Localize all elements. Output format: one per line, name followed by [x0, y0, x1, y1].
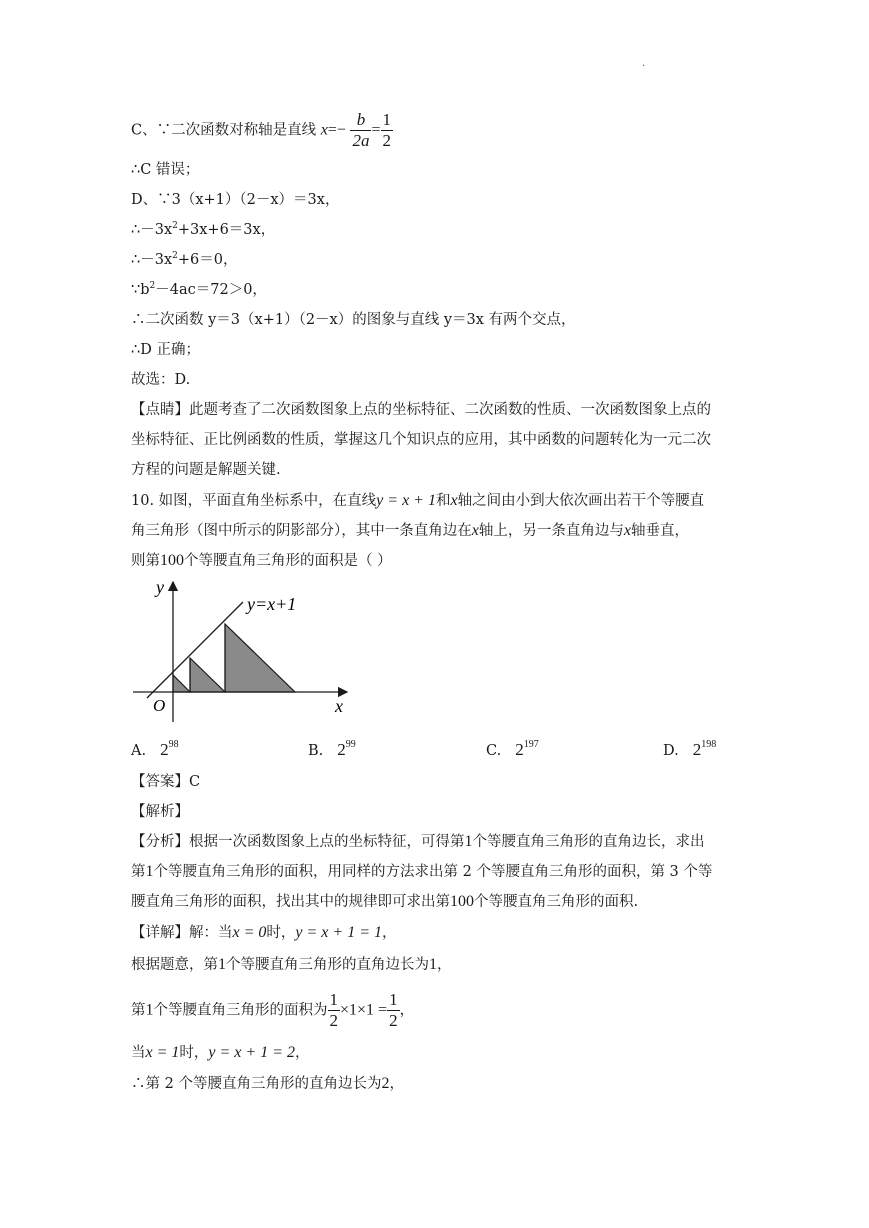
detail-line-3: 第1个等腰直角三角形的面积为 $\frac{1}{2}$ ×1×1 = $\frac{1}{2}$ ，: [131, 990, 415, 1030]
line-c-eq-mid: =−: [327, 121, 346, 139]
line-c-wrong: ∴C 错误；: [131, 162, 200, 178]
line-c-text: C、∵二次函数对称轴是直线: [131, 122, 317, 139]
comment-line-2: 坐标特征、正比例函数的性质，掌握这几个知识点的应用，其中函数的问题转化为一元二次: [131, 432, 711, 448]
triangle-2: [190, 658, 225, 692]
question-line-1: 10. 如图，平面直角坐标系中，在直线y = x + 1和x轴之间由小到大依次画出若干个等腰直: [131, 492, 705, 509]
y-axis-label: y: [156, 577, 164, 597]
detail-line-1: 【详解】解：当x = 0时，y = x + 1 = 1，: [131, 924, 397, 941]
line-d-correct: ∴D 正确；: [131, 342, 200, 358]
origin-label: O: [153, 696, 166, 715]
detail-line-5: ∴第 2 个等腰直角三角形的直角边长为2，: [131, 1075, 404, 1092]
detail-line-4: 当x = 1时，y = x + 1 = 2，: [131, 1044, 310, 1061]
option-d[interactable]: D. $2^{198}$: [663, 739, 717, 759]
triangle-3: [225, 624, 295, 692]
analysis-line-2: 第1个等腰直角三角形的面积，用同样的方法求出第 2 个等腰直角三角形的面积，第 3 个等: [131, 863, 713, 880]
line-d-condition: D、∵3（x+1）（2－x）＝3x，: [131, 192, 340, 208]
triangle-figure: [125, 572, 365, 722]
option-c[interactable]: C. $2^{197}$: [486, 739, 539, 759]
line-c-axis: [131, 110, 393, 151]
analysis-line-1: 【分析】根据一次函数图象上点的坐标特征，可得第1个等腰直角三角形的直角边长，求出: [131, 833, 705, 850]
line-c-eq: =: [371, 121, 381, 139]
line-step1: $\therefore-3x^2+3x+6=3x$，: [131, 221, 276, 238]
line-discriminant: $\because b^2-4ac=72>0$，: [131, 281, 267, 298]
question-line-2: 角三角形（图中所示的阴影部分），其中一条直角边在x轴上，另一条直角边与x轴垂直，: [131, 522, 689, 539]
analysis-title: 【解析】: [131, 804, 189, 820]
detail-line-2: 根据题意，第1个等腰直角三角形的直角边长为1，: [131, 956, 452, 973]
question-line-3: 则第100个等腰直角三角形的面积是（ ）: [131, 552, 392, 569]
triangle-1: [173, 675, 190, 692]
line-label: y=x+1: [247, 594, 297, 614]
comment-line-3: 方程的问题是解题关键.: [131, 462, 281, 478]
line-step2: $\therefore-3x^2+6=0$，: [131, 251, 238, 268]
x-axis-label: x: [335, 696, 343, 716]
line-choice: 故选：D.: [131, 372, 191, 388]
header-mark: .: [642, 58, 646, 69]
comment-line-1: 【点睛】此题考查了二次函数图象上点的坐标特征、二次函数的性质、一次函数图象上点的: [131, 402, 711, 418]
fraction-b-over-2a: $\frac{b}{2a}$: [352, 110, 370, 150]
fraction-one-half: $\frac{1}{2}$: [382, 110, 391, 150]
option-a[interactable]: A. $2^{98}$: [131, 739, 179, 759]
option-b[interactable]: B. $2^{99}$: [308, 739, 356, 759]
fraction-one-half-b: $\frac{1}{2}$: [389, 990, 398, 1030]
line-c-x: x: [320, 121, 328, 139]
line-intersection: ∴二次函数 y＝3（x+1）（2－x）的图象与直线 y＝3x 有两个交点，: [131, 312, 576, 328]
fraction-one-half-a: $\frac{1}{2}$: [329, 990, 338, 1030]
answer-line: 【答案】C: [131, 774, 201, 790]
equation-line: y = x + 1: [376, 492, 436, 509]
analysis-line-3: 腰直角三角形的面积，找出其中的规律即可求出第100个等腰直角三角形的面积.: [131, 893, 639, 910]
